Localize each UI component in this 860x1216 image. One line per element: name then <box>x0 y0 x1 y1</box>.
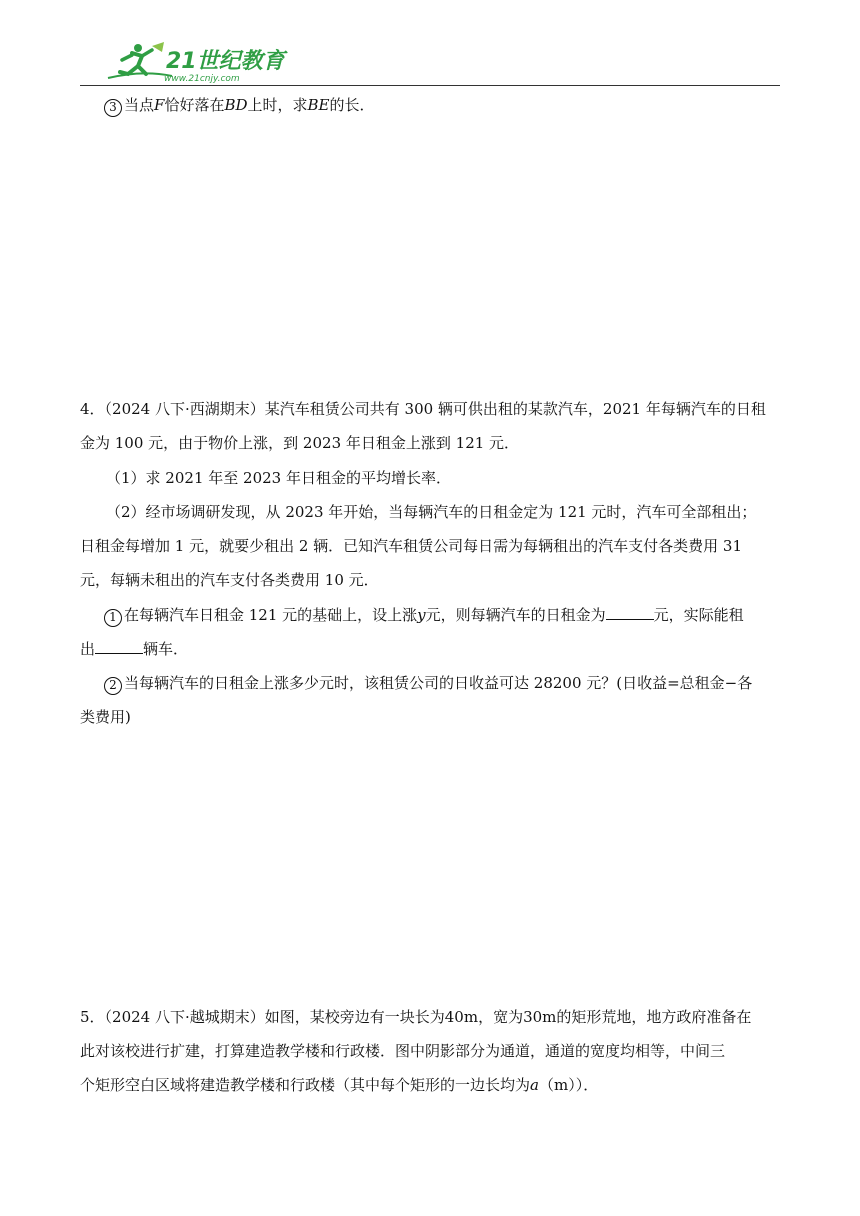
answer-blank[interactable] <box>606 605 654 620</box>
q3-item3: 3 当点F恰好落在BD上时，求BE的长． <box>104 94 375 117</box>
q4-part2-line3: 元，每辆未租出的汽车支付各类费用 10 元． <box>80 571 379 589</box>
svg-text:21世纪教育: 21世纪教育 <box>166 49 285 74</box>
q4-line1: 4．（2024 八下·西湖期末）某汽车租赁公司共有 300 辆可供出租的某款汽车，2021 年每辆汽车的日租 <box>80 400 766 418</box>
q4-sub1-line2: 出 辆车． <box>80 640 189 658</box>
q5-line3: 个矩形空白区域将建造教学楼和行政楼（其中每个矩形的一边长均为a（m））． <box>80 1076 599 1094</box>
q4-part1: （1）求 2021 年至 2023 年日租金的平均增长率． <box>106 469 451 487</box>
circled-number: 3 <box>104 99 122 117</box>
q4-line2: 金为 100 元，由于物价上涨，到 2023 年日租金上涨到 121 元． <box>80 434 520 452</box>
q4-part2-line2: 日租金每增加 1 元，就要少租出 2 辆．已知汽车租赁公司每日需为每辆租出的汽车支付各类费用 31 <box>80 537 743 555</box>
header-rule <box>80 85 780 86</box>
svg-text:www.21cnjy.com: www.21cnjy.com <box>164 74 240 84</box>
answer-blank[interactable] <box>95 639 143 654</box>
runner-icon <box>120 42 164 74</box>
circled-number: 1 <box>104 609 122 627</box>
q4-sub1: 1 在每辆汽车日租金 121 元的基础上，设上涨y元，则每辆汽车的日租金为 元，实际能租 <box>104 604 744 627</box>
circled-number: 2 <box>104 677 122 695</box>
q4-sub2-line2: 类费用) <box>80 708 131 726</box>
q5-line1: 5．（2024 八下·越城期末）如图，某校旁边有一块长为40m，宽为30m的矩形荒地，地方政府准备在 <box>80 1008 752 1026</box>
page-header <box>80 38 780 86</box>
q4-sub2: 2 当每辆汽车的日租金上涨多少元时，该租赁公司的日收益可达 28200 元？(日收益=总租金−各 <box>104 672 752 695</box>
q4-part2-line1: （2）经市场调研发现，从 2023 年开始，当每辆汽车的日租金定为 121 元时，汽车可全部租出； <box>106 503 757 521</box>
q5-line2: 此对该校进行扩建，打算建造教学楼和行政楼．图中阴影部分为通道，通道的宽度均相等，中间三 <box>80 1042 726 1060</box>
site-logo <box>102 40 285 84</box>
